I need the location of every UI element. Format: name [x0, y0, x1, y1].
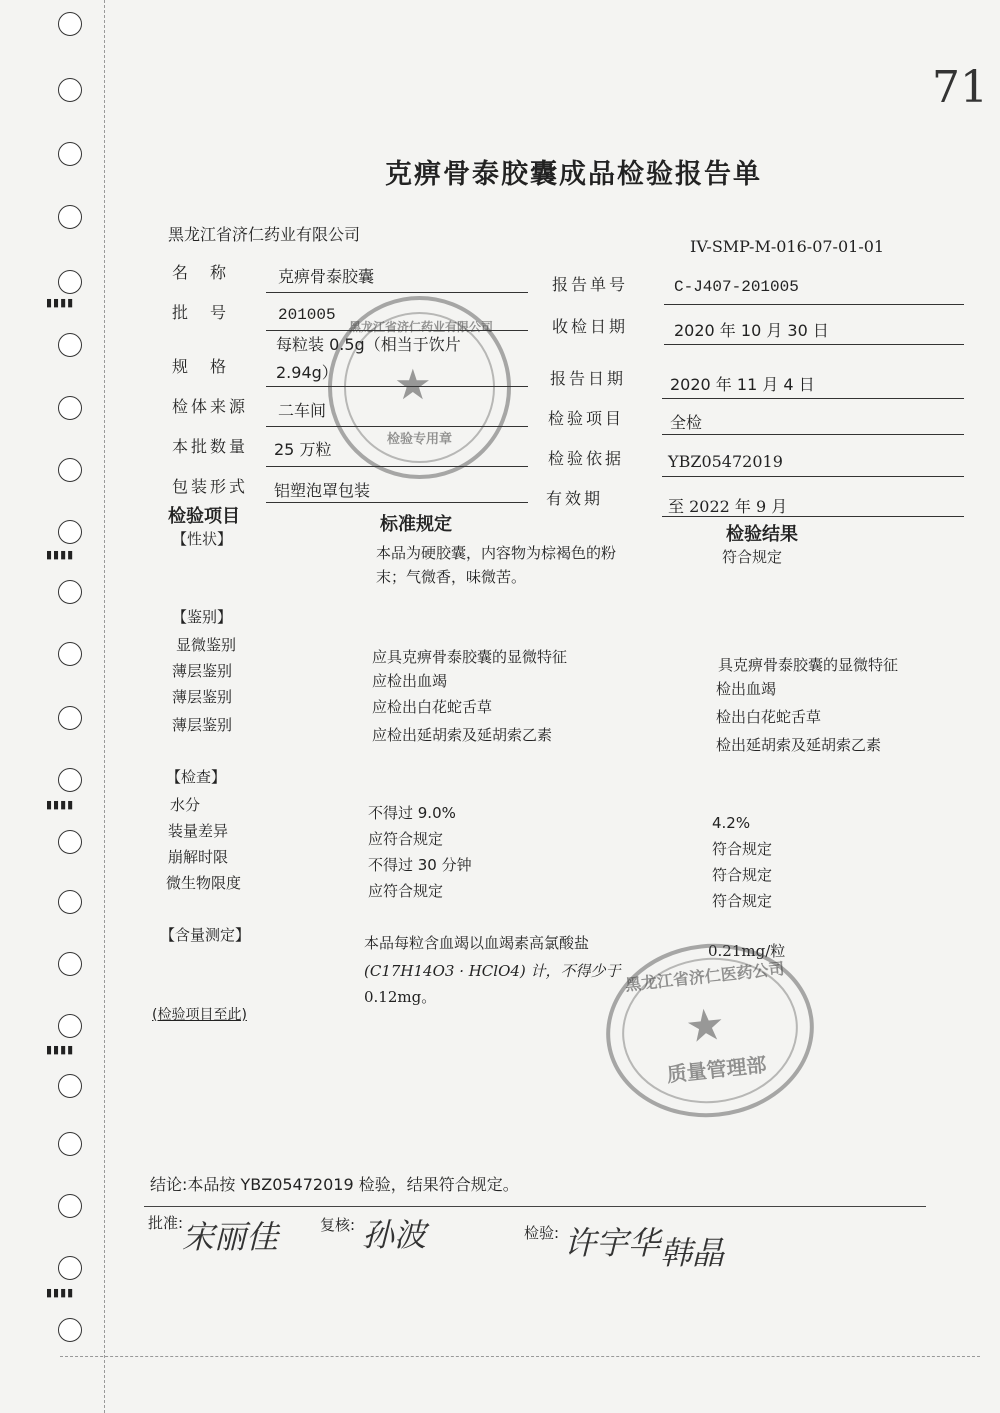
punch-hole: [58, 333, 82, 357]
punch-hole: [58, 642, 82, 666]
report-date-value: 2020 年 11 月 4 日: [670, 375, 815, 394]
perforation-mark: ▮▮▮▮: [46, 548, 75, 561]
spec-label: 规 格: [172, 357, 230, 376]
result-text: 0.21mg/粒: [708, 942, 786, 960]
receive-date-label: 收检日期: [552, 317, 629, 336]
standard-text: 应符合规定: [368, 830, 444, 848]
standard-text: 应检出血竭: [372, 672, 448, 690]
standard-text: 本品每粒含血竭以血竭素高氯酸盐: [364, 934, 590, 952]
punch-hole: [58, 1014, 82, 1038]
punch-hole: [58, 706, 82, 730]
item-text: 薄层鉴别: [172, 662, 233, 680]
standard-text: 应符合规定: [368, 882, 444, 900]
punch-hole: [58, 1194, 82, 1218]
report-date-label: 报告日期: [550, 369, 627, 388]
standard-text: 不得过 30 分钟: [368, 856, 472, 874]
punch-hole: [58, 78, 82, 102]
item-text: 薄层鉴别: [172, 688, 233, 706]
tester-signature: 韩晶: [660, 1234, 725, 1272]
item-text: 崩解时限: [168, 848, 229, 866]
approve-label: 批准:: [148, 1214, 184, 1232]
result-text: 检出延胡索及延胡索乙素: [716, 736, 882, 754]
quantity-label: 本批数量: [172, 437, 249, 456]
punch-hole: [58, 458, 82, 482]
tester-signature: 许宇华: [564, 1224, 661, 1262]
perforation-mark: ▮▮▮▮: [46, 1286, 75, 1299]
standard-text: 本品为硬胶囊，内容物为棕褐色的粉: [376, 544, 617, 562]
qa-department-seal: ★ 黑龙江省济仁医药公司 质量管理部: [598, 934, 823, 1128]
company-name: 黑龙江省济仁药业有限公司: [168, 225, 361, 244]
result-text: 具克痹骨泰胶囊的显微特征: [718, 656, 899, 674]
header-standard: 标准规定: [380, 514, 452, 535]
name-label: 名 称: [172, 263, 230, 282]
spec-value-line2: 2.94g）: [276, 363, 338, 382]
punch-hole: [58, 1132, 82, 1156]
underline: [266, 330, 528, 331]
header-result: 检验结果: [726, 524, 798, 545]
batch-label: 批 号: [172, 303, 230, 322]
page-title: 克痹骨泰胶囊成品检验报告单: [385, 159, 762, 190]
quantity-value: 25 万粒: [274, 440, 332, 459]
punch-hole: [58, 205, 82, 229]
receive-date-value: 2020 年 10 月 30 日: [674, 321, 829, 340]
standard-text: 应检出延胡索及延胡索乙素: [372, 726, 553, 744]
standard-text: (C17H14O3 · HClO4) 计，不得少于: [364, 962, 621, 980]
packaging-value: 铝塑泡罩包装: [274, 481, 371, 500]
review-signature: 孙波: [362, 1216, 427, 1254]
underline: [664, 304, 964, 305]
approve-signature: 宋丽佳: [182, 1218, 279, 1256]
underline: [266, 386, 528, 387]
result-text: 符合规定: [712, 892, 773, 910]
item-text: 水分: [170, 796, 201, 814]
punch-hole: [58, 396, 82, 420]
source-value: 二车间: [278, 401, 327, 420]
section-label: 【鉴别】: [172, 608, 233, 626]
document-code: IV-SMP-M-016-07-01-01: [690, 237, 885, 256]
packaging-label: 包装形式: [172, 477, 249, 496]
perforation-mark: ▮▮▮▮: [46, 1043, 75, 1056]
standard-text: 应具克痹骨泰胶囊的显微特征: [372, 648, 568, 666]
standard-text: 末；气微香，味微苦。: [376, 568, 527, 586]
test-items-value: 全检: [670, 413, 703, 432]
test-items-label: 检验项目: [548, 409, 625, 428]
punch-hole: [58, 1074, 82, 1098]
spec-value-line1: 每粒装 0.5g（相当于饮片: [276, 335, 461, 354]
item-text: 薄层鉴别: [172, 716, 233, 734]
punch-hole: [58, 952, 82, 976]
section-label: 【含量测定】: [160, 926, 251, 944]
underline: [266, 466, 528, 467]
underline: [266, 292, 528, 293]
bottom-tear-line: [60, 1356, 980, 1357]
punch-hole: [58, 142, 82, 166]
underline: [662, 516, 964, 517]
result-text: 检出血竭: [716, 680, 777, 698]
report-number-label: 报告单号: [552, 275, 629, 294]
batch-value: 201005: [278, 306, 336, 324]
review-label: 复核:: [320, 1216, 356, 1234]
punch-hole: [58, 1256, 82, 1280]
result-text: 检出白花蛇舌草: [716, 708, 822, 726]
result-text: 符合规定: [712, 840, 773, 858]
test-basis-value: YBZ05472019: [668, 452, 783, 471]
header-test-item: 检验项目: [168, 506, 240, 527]
item-text: 微生物限度: [166, 874, 242, 892]
perforation-line: [104, 0, 105, 1413]
standard-text: 不得过 9.0%: [368, 804, 456, 822]
punch-hole: [58, 768, 82, 792]
underline: [664, 344, 964, 345]
inspection-seal: ★ 黑龙江省济仁药业有限公司 检验专用章: [328, 296, 511, 479]
report-number-value: C-J407-201005: [674, 278, 799, 296]
end-note: (检验项目至此): [152, 1007, 247, 1023]
section-label: 【性状】: [172, 530, 233, 548]
punch-hole: [58, 830, 82, 854]
perforation-mark: ▮▮▮▮: [46, 296, 75, 309]
item-text: 装量差异: [168, 822, 229, 840]
punch-hole: [58, 580, 82, 604]
underline: [662, 434, 964, 435]
underline: [662, 476, 964, 477]
result-text: 4.2%: [712, 814, 751, 832]
page-number: 71: [932, 62, 988, 113]
punch-hole: [58, 520, 82, 544]
perforation-mark: ▮▮▮▮: [46, 798, 75, 811]
source-label: 检体来源: [172, 397, 249, 416]
result-text: 符合规定: [722, 548, 783, 566]
underline: [266, 502, 528, 503]
signature-line: [144, 1206, 926, 1207]
punch-hole: [58, 12, 82, 36]
test-label: 检验:: [524, 1224, 560, 1242]
conclusion: 结论:本品按 YBZ05472019 检验，结果符合规定。: [150, 1175, 519, 1194]
standard-text: 0.12mg。: [364, 988, 437, 1006]
result-text: 符合规定: [712, 866, 773, 884]
validity-value: 至 2022 年 9 月: [668, 497, 788, 516]
punch-hole: [58, 1318, 82, 1342]
underline: [662, 398, 964, 399]
punch-hole: [58, 890, 82, 914]
validity-label: 有效期: [546, 489, 604, 508]
standard-text: 应检出白花蛇舌草: [372, 698, 493, 716]
punch-hole: [58, 270, 82, 294]
test-basis-label: 检验依据: [548, 449, 625, 468]
underline: [266, 426, 528, 427]
name-value: 克痹骨泰胶囊: [278, 267, 375, 286]
item-text: 显微鉴别: [176, 636, 237, 654]
section-label: 【检查】: [166, 768, 227, 786]
